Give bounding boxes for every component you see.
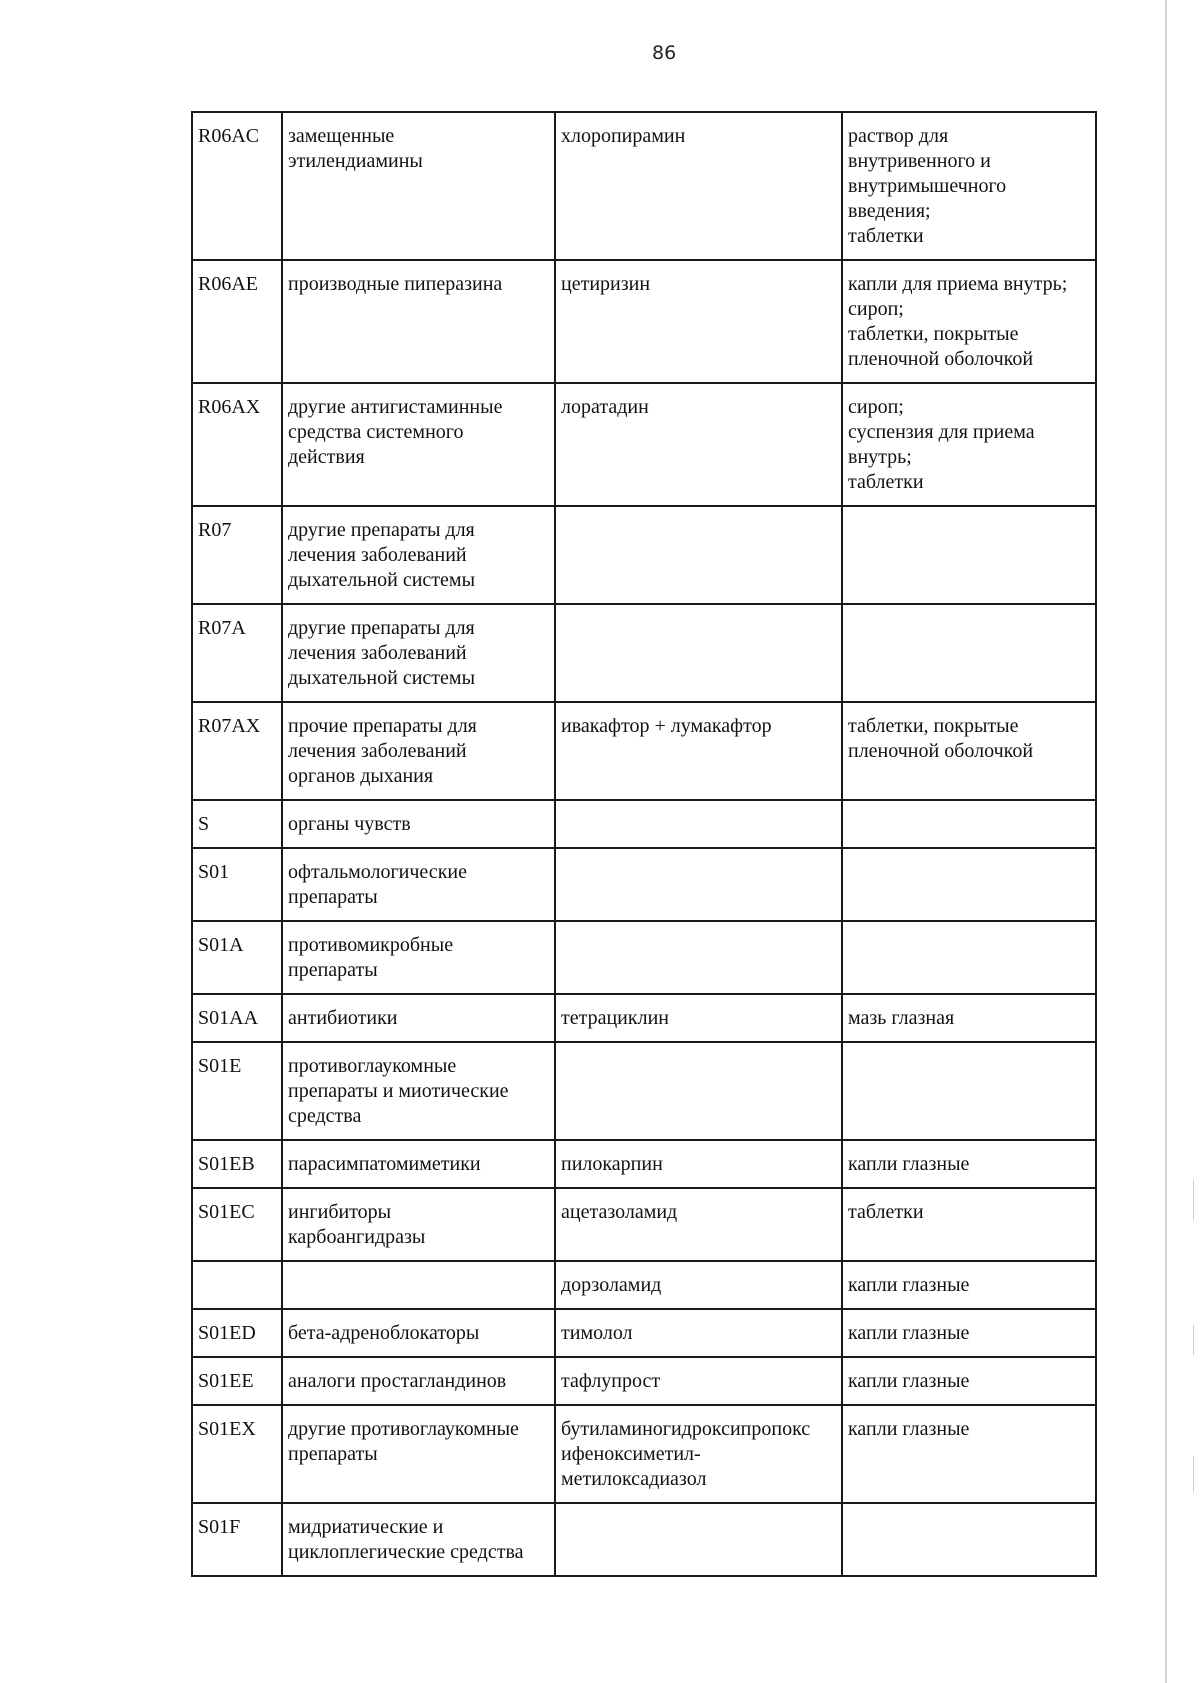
- table-row: [192, 260, 1096, 383]
- dosage-form: таблетки: [848, 1201, 924, 1223]
- atc-code: S01: [198, 861, 230, 883]
- atc-code-cell: [192, 994, 282, 1042]
- dosage-form: мазь глазная: [848, 1007, 955, 1029]
- atc-code: S: [198, 813, 210, 835]
- atc-code-cell: [192, 260, 282, 383]
- atc-code: S01AA: [198, 1007, 259, 1029]
- atc-code-cell: [192, 1042, 282, 1140]
- group-cell: [282, 260, 555, 383]
- substance-cell: [555, 1188, 842, 1261]
- substance-cell: [555, 800, 842, 848]
- page-header: [0, 42, 1200, 72]
- table-row: [192, 702, 1096, 800]
- atc-code: S01F: [198, 1516, 241, 1538]
- scan-edge-line: [1165, 0, 1167, 1683]
- form-cell: [842, 604, 1096, 702]
- atc-code-cell: [192, 1357, 282, 1405]
- group-cell: [282, 1503, 555, 1576]
- dosage-form: сироп; суспензия для приема внутрь; таблетки: [848, 396, 1035, 493]
- page-number: 86: [652, 42, 677, 64]
- form-cell: [842, 1261, 1096, 1309]
- scan-mark: [1193, 1325, 1194, 1355]
- form-cell: [842, 921, 1096, 994]
- substance-cell: [555, 1261, 842, 1309]
- table-row: [192, 604, 1096, 702]
- atc-code: R06AC: [198, 125, 260, 147]
- group-cell: [282, 112, 555, 260]
- form-cell: [842, 1503, 1096, 1576]
- group-cell: [282, 921, 555, 994]
- atc-code-cell: [192, 702, 282, 800]
- substance-cell: [555, 604, 842, 702]
- dosage-form: капли глазные: [848, 1418, 970, 1440]
- dosage-form: капли глазные: [848, 1322, 970, 1344]
- atc-code: S01EX: [198, 1418, 256, 1440]
- table-row: [192, 1261, 1096, 1309]
- form-cell: [842, 506, 1096, 604]
- table-row: [192, 1188, 1096, 1261]
- substance-name: ивакафтор + лумакафтор: [561, 715, 772, 737]
- table-row: [192, 848, 1096, 921]
- substance-name: лоратадин: [561, 396, 649, 418]
- group-name: ингибиторы карбоангидразы: [288, 1201, 426, 1248]
- atc-code-cell: [192, 604, 282, 702]
- dosage-form: капли глазные: [848, 1153, 970, 1175]
- table-row: [192, 112, 1096, 260]
- scan-mark: [1193, 1456, 1194, 1492]
- substance-cell: [555, 702, 842, 800]
- substance-name: пилокарпин: [561, 1153, 663, 1175]
- group-name: другие противоглаукомные препараты: [288, 1418, 519, 1465]
- group-cell: [282, 1405, 555, 1503]
- scan-mark: [1193, 1180, 1194, 1220]
- atc-code-cell: [192, 848, 282, 921]
- group-name: противоглаукомные препараты и миотические средства: [288, 1055, 509, 1127]
- substance-name: тетрациклин: [561, 1007, 669, 1029]
- atc-code-cell: [192, 1309, 282, 1357]
- group-cell: [282, 1188, 555, 1261]
- atc-code-cell: [192, 383, 282, 506]
- group-name: офтальмологические препараты: [288, 861, 467, 908]
- substance-name: дорзоламид: [561, 1274, 662, 1296]
- table-row: [192, 800, 1096, 848]
- substance-cell: [555, 506, 842, 604]
- group-name: аналоги простагландинов: [288, 1370, 507, 1392]
- substance-name: бутиламиногидроксипропокс ифеноксиметил- метилоксадиазол: [561, 1418, 811, 1490]
- table-body: [192, 112, 1096, 1576]
- form-cell: [842, 1042, 1096, 1140]
- dosage-form: капли глазные: [848, 1274, 970, 1296]
- group-name: парасимпатомиметики: [288, 1153, 481, 1175]
- group-name: замещенные этилендиамины: [288, 125, 423, 172]
- atc-code-cell: [192, 506, 282, 604]
- group-name: другие препараты для лечения заболеваний дыхательной системы: [288, 617, 476, 689]
- group-cell: [282, 702, 555, 800]
- table-row: [192, 1405, 1096, 1503]
- group-cell: [282, 604, 555, 702]
- substance-cell: [555, 1503, 842, 1576]
- group-name: бета-адреноблокаторы: [288, 1322, 480, 1344]
- substance-cell: [555, 1140, 842, 1188]
- dosage-form: капли для приема внутрь; сироп; таблетки, покрытые пленочной оболочкой: [848, 273, 1068, 370]
- table-row: [192, 506, 1096, 604]
- substance-cell: [555, 1309, 842, 1357]
- substance-name: цетиризин: [561, 273, 651, 295]
- substance-cell: [555, 260, 842, 383]
- group-cell: [282, 1357, 555, 1405]
- group-cell: [282, 800, 555, 848]
- table-row: [192, 1042, 1096, 1140]
- atc-code: S01EB: [198, 1153, 255, 1175]
- atc-code-cell: [192, 1405, 282, 1503]
- form-cell: [842, 1309, 1096, 1357]
- substance-cell: [555, 1042, 842, 1140]
- form-cell: [842, 702, 1096, 800]
- atc-code: S01EC: [198, 1201, 255, 1223]
- group-cell: [282, 848, 555, 921]
- atc-code-cell: [192, 800, 282, 848]
- substance-cell: [555, 1357, 842, 1405]
- atc-code: S01E: [198, 1055, 242, 1077]
- atc-code: R07: [198, 519, 232, 541]
- substance-cell: [555, 994, 842, 1042]
- form-cell: [842, 1140, 1096, 1188]
- substance-name: тимолол: [561, 1322, 633, 1344]
- form-cell: [842, 848, 1096, 921]
- group-name: другие препараты для лечения заболеваний дыхательной системы: [288, 519, 476, 591]
- group-name: производные пиперазина: [288, 273, 503, 295]
- group-name: прочие препараты для лечения заболеваний органов дыхания: [288, 715, 477, 787]
- substance-cell: [555, 383, 842, 506]
- table-row: [192, 921, 1096, 994]
- substance-cell: [555, 921, 842, 994]
- form-cell: [842, 260, 1096, 383]
- atc-code: S01A: [198, 934, 244, 956]
- group-cell: [282, 994, 555, 1042]
- atc-code: R06AX: [198, 396, 261, 418]
- group-cell: [282, 1140, 555, 1188]
- drug-table: [191, 111, 1097, 1577]
- table-row: [192, 1357, 1096, 1405]
- substance-cell: [555, 1405, 842, 1503]
- group-name: антибиотики: [288, 1007, 398, 1029]
- atc-code: S01ED: [198, 1322, 256, 1344]
- atc-code-cell: [192, 1503, 282, 1576]
- atc-code-cell: [192, 1188, 282, 1261]
- form-cell: [842, 994, 1096, 1042]
- table-row: [192, 1309, 1096, 1357]
- substance-name: хлоропирамин: [561, 125, 686, 147]
- atc-code: R06AE: [198, 273, 258, 295]
- dosage-form: капли глазные: [848, 1370, 970, 1392]
- atc-code-cell: [192, 1140, 282, 1188]
- atc-code-cell: [192, 921, 282, 994]
- atc-code-cell: [192, 1261, 282, 1309]
- form-cell: [842, 800, 1096, 848]
- form-cell: [842, 1405, 1096, 1503]
- atc-code: S01EE: [198, 1370, 254, 1392]
- dosage-form: таблетки, покрытые пленочной оболочкой: [848, 715, 1034, 762]
- form-cell: [842, 383, 1096, 506]
- group-cell: [282, 383, 555, 506]
- atc-code: R07AX: [198, 715, 261, 737]
- group-name: другие антигистаминные средства системного действия: [288, 396, 503, 468]
- group-cell: [282, 1042, 555, 1140]
- atc-code-cell: [192, 112, 282, 260]
- substance-name: тафлупрост: [561, 1370, 661, 1392]
- dosage-form: раствор для внутривенного и внутримышечного введения; таблетки: [848, 125, 1007, 247]
- group-name: органы чувств: [288, 813, 411, 835]
- form-cell: [842, 1188, 1096, 1261]
- group-cell: [282, 506, 555, 604]
- substance-cell: [555, 848, 842, 921]
- form-cell: [842, 1357, 1096, 1405]
- substance-cell: [555, 112, 842, 260]
- table-row: [192, 994, 1096, 1042]
- group-cell: [282, 1261, 555, 1309]
- table-row: [192, 383, 1096, 506]
- atc-code: R07A: [198, 617, 246, 639]
- form-cell: [842, 112, 1096, 260]
- group-cell: [282, 1309, 555, 1357]
- substance-name: ацетазоламид: [561, 1201, 678, 1223]
- group-name: противомикробные препараты: [288, 934, 454, 981]
- table-row: [192, 1503, 1096, 1576]
- group-name: мидриатические и циклоплегические средства: [288, 1516, 524, 1563]
- table-row: [192, 1140, 1096, 1188]
